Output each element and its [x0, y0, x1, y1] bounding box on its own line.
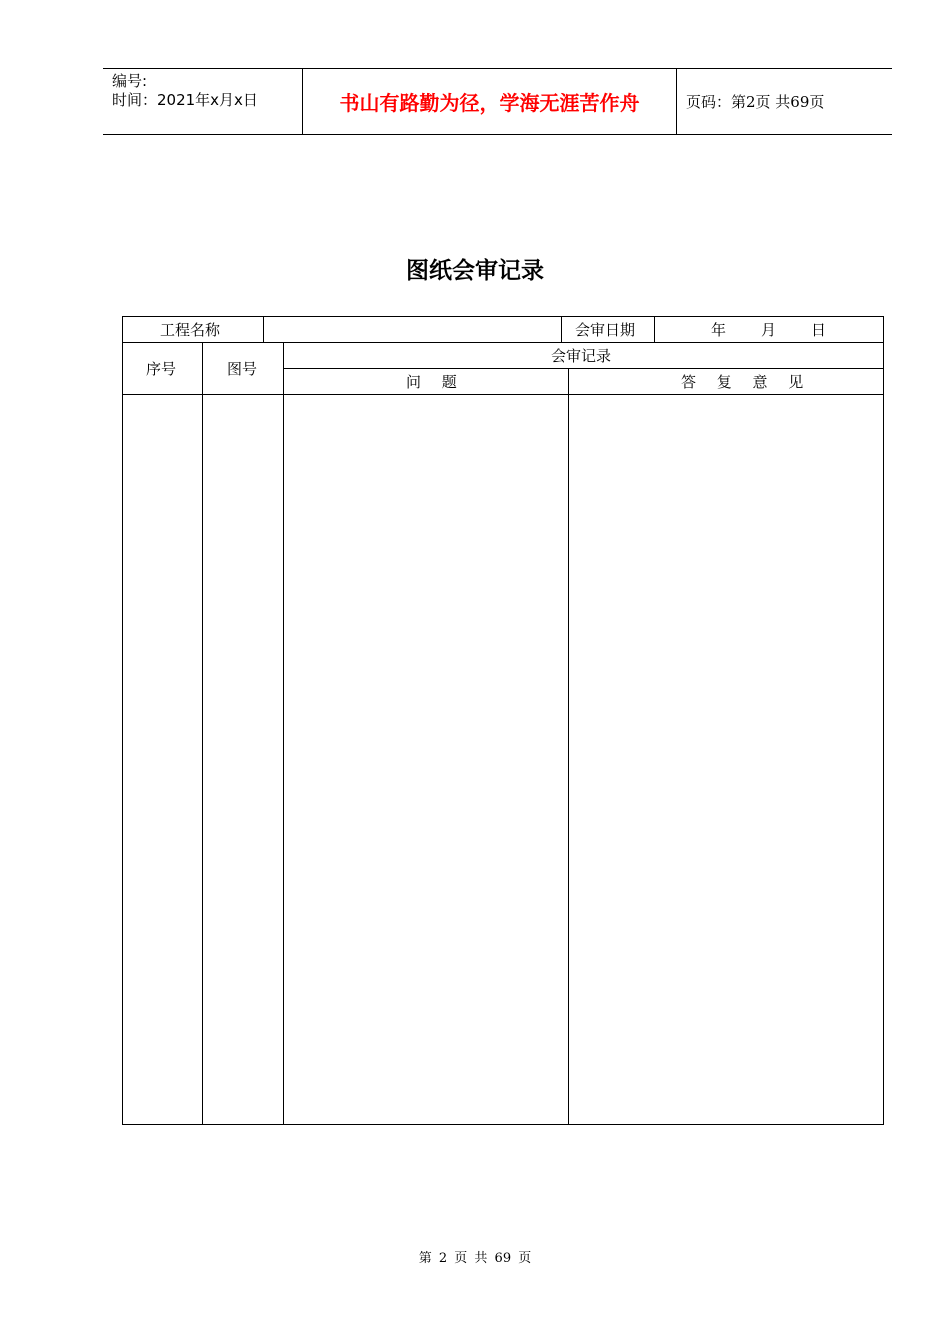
project-name-label: 工程名称 [160, 321, 221, 339]
col-header-drawing-no: 图号 [227, 360, 258, 378]
page-info: 页码：第2页 共69页 [686, 93, 825, 111]
col-header-question: 问 题 [406, 373, 465, 391]
page-header [103, 68, 892, 135]
header-page-cell [677, 69, 892, 134]
motto-text: 书山有路勤为径，学海无涯苦作舟 [339, 91, 640, 115]
col-header-serial: 序号 [146, 360, 177, 378]
date-day[interactable]: 日 [811, 321, 827, 339]
review-date-label: 会审日期 [575, 321, 636, 339]
header-meta [103, 69, 303, 134]
time-label: 时间：2021年x月x日 [112, 91, 258, 109]
document-title: 图纸会审记录 [406, 257, 544, 284]
table-outer-border [123, 317, 884, 1125]
group-header-review-record: 会审记录 [551, 347, 612, 365]
page-footer: 第 2 页 共 69 页 [418, 1251, 532, 1266]
col-header-answer: 答 复 意 见 [681, 373, 812, 391]
number-label: 编号: [112, 72, 148, 90]
date-year[interactable]: 年 [711, 321, 727, 339]
header-motto-cell [303, 69, 677, 134]
date-month[interactable]: 月 [761, 321, 777, 339]
